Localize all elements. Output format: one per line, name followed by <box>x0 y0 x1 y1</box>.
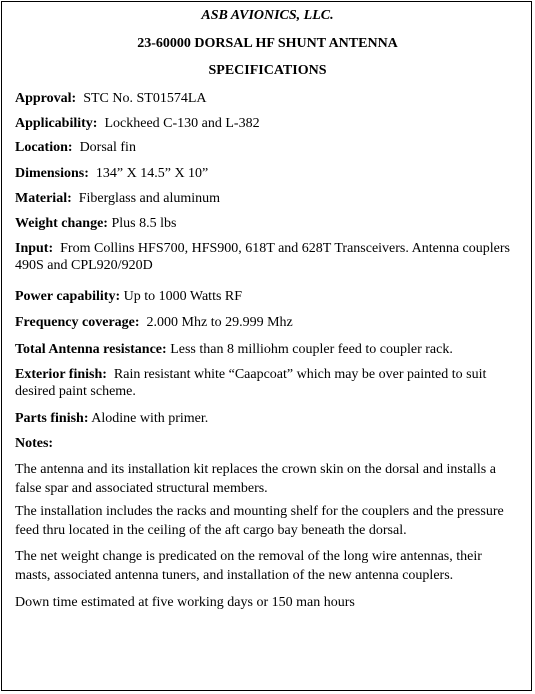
document-type: SPECIFICATIONS <box>208 63 327 78</box>
spec-label: Input: <box>15 241 54 256</box>
spec-value: Alodine with primer. <box>91 411 209 426</box>
spec-frequency-coverage <box>15 314 520 331</box>
spec-label: Frequency coverage: <box>15 315 140 330</box>
spec-weight-change <box>15 215 520 232</box>
spec-label: Approval: <box>15 91 77 106</box>
spec-location <box>15 139 520 156</box>
spec-power-capability <box>15 288 520 305</box>
note-paragraph: The installation includes the racks and mounting shelf for the couplers and the pressure feed thru located in the ceiling of the aft cargo bay beneath the dorsal. <box>15 504 504 538</box>
spec-label: Location: <box>15 140 73 155</box>
spec-value: Lockheed C-130 and L-382 <box>104 116 260 131</box>
spec-value: Dorsal fin <box>79 140 136 155</box>
spec-label: Material: <box>15 191 72 206</box>
spec-value: Up to 1000 Watts RF <box>123 289 243 304</box>
spec-value: Plus 8.5 lbs <box>111 216 177 231</box>
spec-total-antenna-resistance <box>15 341 520 358</box>
spec-parts-finish <box>15 410 520 427</box>
note-paragraph: The net weight change is predicated on the removal of the long wire antennas, their masts, associated antenna tuners, and installation of the new antenna couplers. <box>15 549 482 583</box>
spec-value: 2.000 Mhz to 29.999 Mhz <box>146 315 293 330</box>
note-paragraph: Down time estimated at five working days or 150 man hours <box>15 595 355 610</box>
notes-heading: Notes: <box>15 436 54 451</box>
spec-label: Total Antenna resistance: <box>15 342 167 357</box>
spec-label: Dimensions: <box>15 166 89 181</box>
spec-value: Fiberglass and aluminum <box>78 191 221 206</box>
spec-value: Less than 8 milliohm coupler feed to coupler rack. <box>170 342 453 357</box>
spec-sheet <box>1 1 532 691</box>
spec-applicability <box>15 115 520 132</box>
product-title: 23-60000 DORSAL HF SHUNT ANTENNA <box>137 36 398 51</box>
note-paragraph: The antenna and its installation kit replaces the crown skin on the dorsal and installs a false spar and associated structural members. <box>15 462 496 496</box>
spec-value: From Collins HFS700, HFS900, 618T and 628T Transceivers. Antenna couplers 490S and CPL920/920D <box>15 241 510 273</box>
spec-dimensions <box>15 165 520 182</box>
company-name: ASB AVIONICS, LLC. <box>201 8 334 23</box>
spec-approval <box>15 90 520 107</box>
spec-label: Weight change: <box>15 216 108 231</box>
spec-value: 134” X 14.5” X 10” <box>95 166 209 181</box>
spec-exterior-finish <box>15 366 520 400</box>
spec-label: Parts finish: <box>15 411 89 426</box>
spec-value: STC No. ST01574LA <box>83 91 207 106</box>
spec-label: Power capability: <box>15 289 121 304</box>
spec-label: Exterior finish: <box>15 367 107 382</box>
spec-label: Applicability: <box>15 116 98 131</box>
spec-material <box>15 190 520 207</box>
spec-value: Rain resistant white “Caapcoat” which may be over painted to suit desired paint scheme. <box>15 367 487 399</box>
spec-input <box>15 240 520 274</box>
